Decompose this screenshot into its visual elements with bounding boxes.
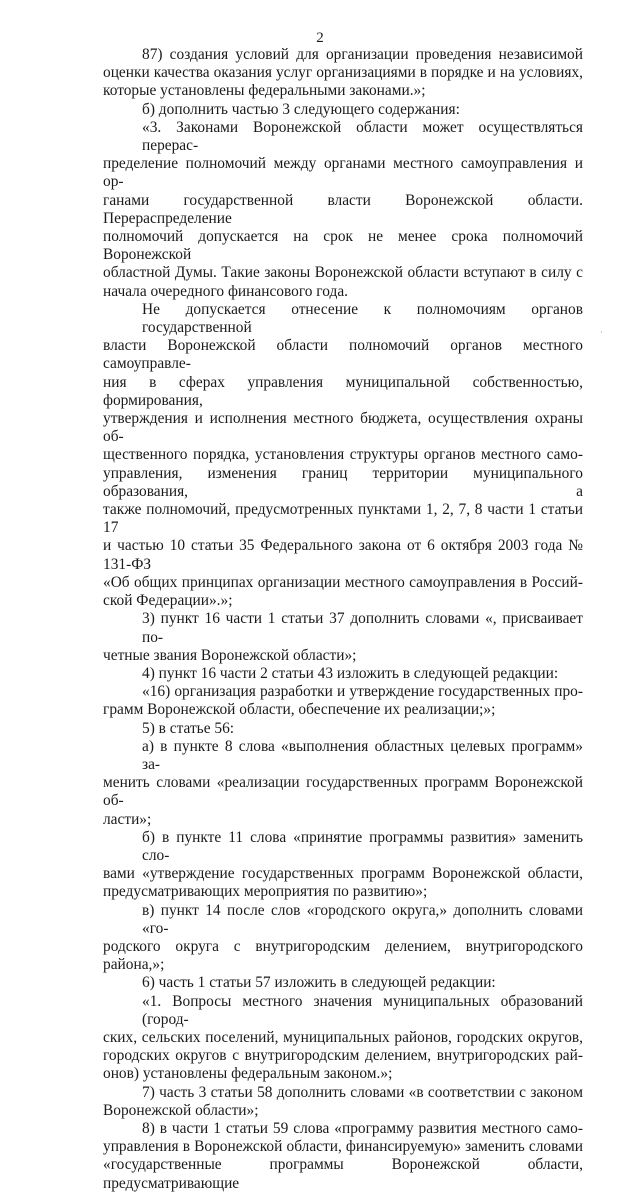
text-line: 6) часть 1 статьи 57 изложить в следующей редакции: bbox=[142, 974, 496, 992]
text-line: управления, изменения границ территории муниципального образования, а bbox=[103, 464, 583, 500]
text-line: полномочий допускается на срок не менее срока полномочий Воронежской bbox=[103, 228, 583, 264]
text-line: 7) часть 3 статьи 58 дополнить словами «в соответствии с законом bbox=[142, 1083, 583, 1101]
text-line: 5) в статье 56: bbox=[142, 719, 235, 737]
text-line: а) в пункте 8 слова «выполнения областных целевых программ» за- bbox=[142, 737, 583, 773]
text-line: управления в Воронежской области, финансируемую» заменить словами bbox=[103, 1138, 583, 1156]
text-line: которые установлены федеральными законами.»; bbox=[103, 82, 426, 100]
text-line: Воронежской области»; bbox=[103, 1101, 259, 1119]
text-line: б) дополнить частью 3 следующего содержания: bbox=[142, 100, 460, 118]
text-line: 3) пункт 16 части 1 статьи 37 дополнить словами «, присваивает по- bbox=[142, 610, 583, 646]
text-line: вами «утверждение государственных программ Воронежской области, bbox=[103, 865, 583, 883]
page-number: 2 bbox=[316, 30, 324, 46]
text-line: городских округов с внутригородским делением, внутригородских рай- bbox=[103, 1047, 583, 1065]
text-line: 4) пункт 16 части 2 статьи 43 изложить в следующей редакции: bbox=[142, 664, 559, 682]
text-line: родского округа с внутригородским делением, внутригородского района,»; bbox=[103, 937, 583, 974]
text-line: 87) создания условий для организации проведения независимой bbox=[142, 46, 583, 63]
text-line: «государственные программы Воронежской области, предусматривающие bbox=[103, 1156, 583, 1192]
text-line: ганами государственной власти Воронежской области. Перераспределение bbox=[103, 191, 583, 227]
text-line: оценки качества оказания услуг организациями в порядке и на условиях, bbox=[103, 64, 583, 82]
text-line: менить словами «реализации государственных программ Воронежской об- bbox=[103, 774, 583, 810]
text-line: власти Воронежской области полномочий органов местного самоуправле- bbox=[103, 337, 583, 373]
text-line: ния в сферах управления муниципальной собственностью, формирования, bbox=[103, 373, 583, 409]
text-line: областной Думы. Такие законы Воронежской области вступают в силу с bbox=[103, 264, 583, 282]
text-line: щественного порядка, установления структуры органов местного само- bbox=[103, 446, 583, 464]
text-line: грамм Воронежской области, обеспечение их реализации;»; bbox=[103, 701, 496, 719]
text-line: «3. Законами Воронежской области может осуществляться перерас- bbox=[142, 118, 583, 155]
text-line: утверждения и исполнения местного бюджета, осуществления охраны об- bbox=[103, 410, 583, 446]
text-line: «Об общих принципах организации местного самоуправления в Россий- bbox=[103, 573, 583, 591]
text-line: также полномочий, предусмотренных пунктами 1, 2, 7, 8 части 1 статьи 17 bbox=[103, 501, 583, 537]
text-line: четные звания Воронежской области»; bbox=[103, 646, 357, 664]
text-line: ласти»; bbox=[103, 810, 152, 828]
text-line: ских, сельских поселений, муниципальных районов, городских округов, bbox=[103, 1028, 583, 1046]
document-body bbox=[103, 46, 583, 1193]
text-line: начала очередного финансового года. bbox=[103, 282, 349, 300]
text-line: и частью 10 статьи 35 Федерального закона от 6 октября 2003 года № 131-ФЗ bbox=[103, 537, 583, 573]
text-line: ской Федерации».»; bbox=[103, 592, 233, 610]
text-line: пределение полномочий между органами местного самоуправления и ор- bbox=[103, 155, 583, 191]
text-line: «1. Вопросы местного значения муниципальных образований (город- bbox=[142, 992, 583, 1028]
text-line: в) пункт 14 после слов «городского округа,» дополнить словами «го- bbox=[142, 901, 583, 937]
text-line: б) в пункте 11 слова «принятие программы развития» заменить сло- bbox=[142, 828, 583, 864]
text-line: предусматривающих мероприятия по развитию»; bbox=[103, 883, 428, 901]
text-line: «16) организация разработки и утверждение государственных про- bbox=[142, 683, 583, 701]
margin-mark: · bbox=[600, 327, 603, 337]
text-line: 8) в части 1 статьи 59 слова «программу развития местного само- bbox=[142, 1119, 583, 1137]
text-line: онов) установлены федеральным законом.»; bbox=[103, 1065, 393, 1083]
text-line: Не допускается отнесение к полномочиям органов государственной bbox=[142, 300, 583, 337]
